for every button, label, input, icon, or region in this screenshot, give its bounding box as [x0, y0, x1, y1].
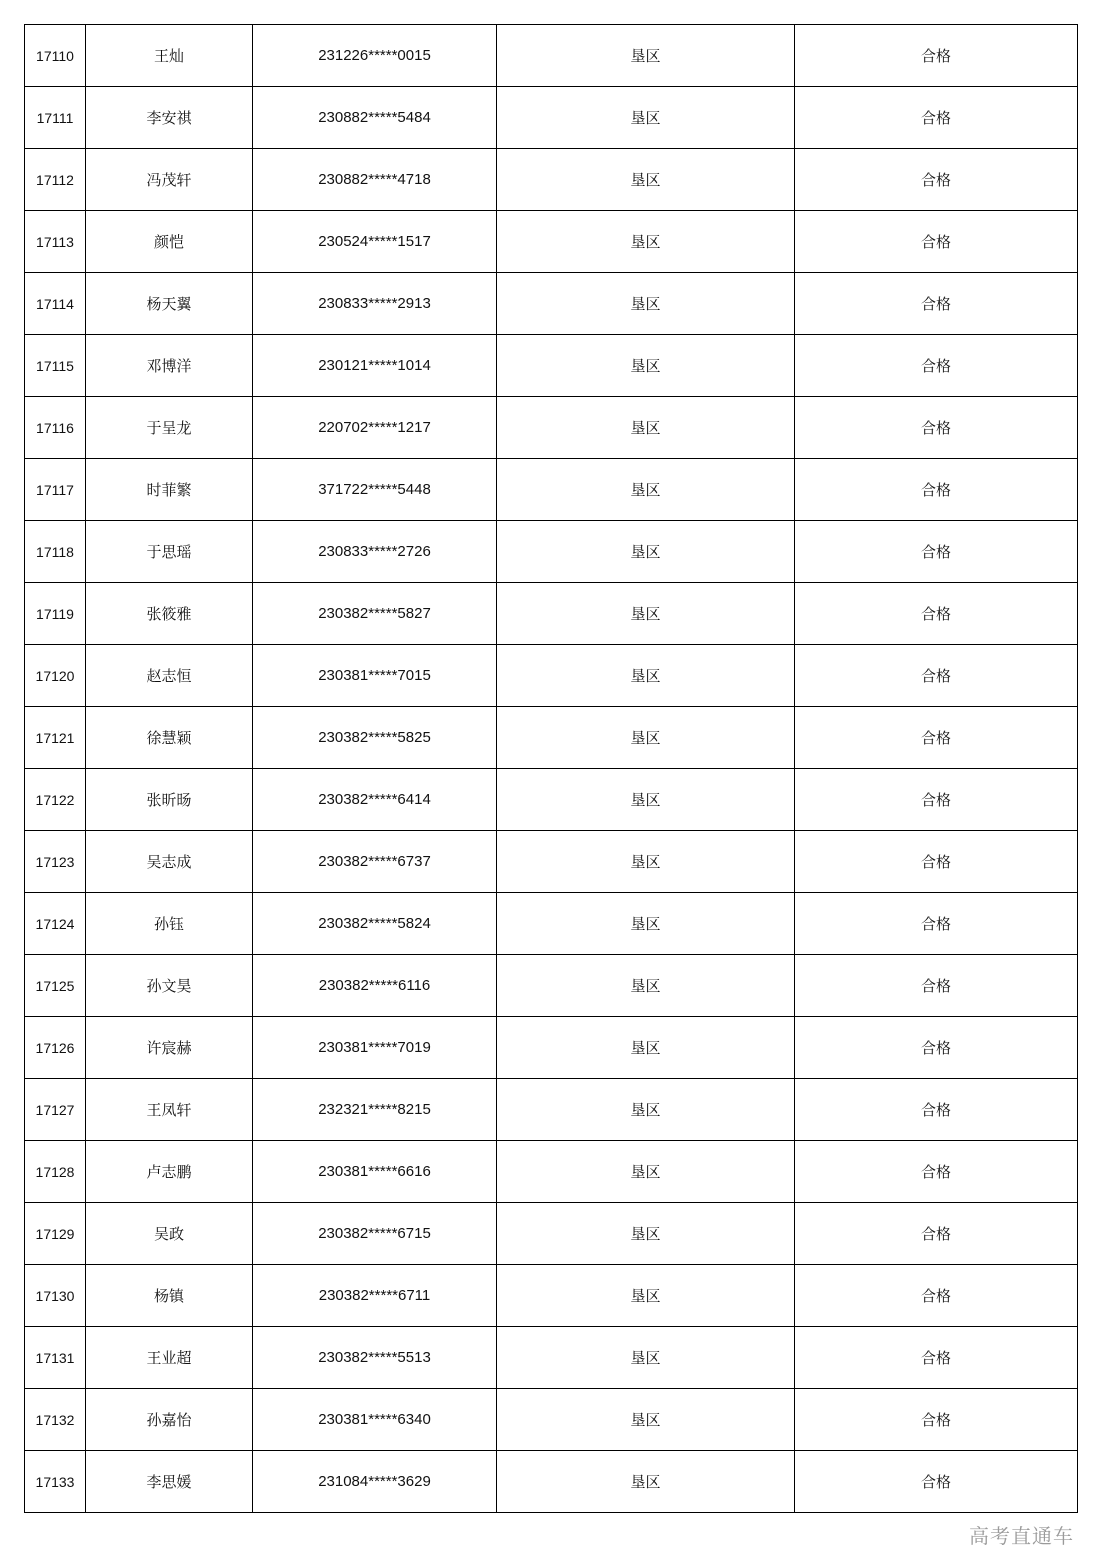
cell-result: 合格 [795, 273, 1078, 335]
table-row [25, 1265, 1078, 1327]
cell-number: 17112 [25, 149, 86, 211]
cell-name: 时菲繁 [86, 459, 253, 521]
table-row [25, 893, 1078, 955]
watermark-text: 高考直通车 [969, 1524, 1074, 1548]
table-row [25, 769, 1078, 831]
cell-id-number: 230382*****6116 [253, 955, 497, 1017]
cell-result: 合格 [795, 955, 1078, 1017]
table-row [25, 335, 1078, 397]
cell-name: 张筱雅 [86, 583, 253, 645]
cell-region: 垦区 [497, 1451, 795, 1513]
cell-id-number: 230381*****6616 [253, 1141, 497, 1203]
table-row [25, 273, 1078, 335]
table-row [25, 1327, 1078, 1389]
cell-id-number: 231084*****3629 [253, 1451, 497, 1513]
table-row [25, 645, 1078, 707]
cell-id-number: 230381*****7015 [253, 645, 497, 707]
cell-region: 垦区 [497, 521, 795, 583]
cell-result: 合格 [795, 1265, 1078, 1327]
cell-name: 王凤轩 [86, 1079, 253, 1141]
cell-number: 17130 [25, 1265, 86, 1327]
cell-id-number: 232321*****8215 [253, 1079, 497, 1141]
table-row [25, 1141, 1078, 1203]
cell-number: 17120 [25, 645, 86, 707]
cell-result: 合格 [795, 521, 1078, 583]
cell-name: 吴志成 [86, 831, 253, 893]
cell-result: 合格 [795, 25, 1078, 87]
cell-result: 合格 [795, 893, 1078, 955]
cell-result: 合格 [795, 769, 1078, 831]
cell-number: 17131 [25, 1327, 86, 1389]
cell-region: 垦区 [497, 1265, 795, 1327]
cell-name: 于呈龙 [86, 397, 253, 459]
cell-name: 卢志鹏 [86, 1141, 253, 1203]
cell-id-number: 231226*****0015 [253, 25, 497, 87]
cell-region: 垦区 [497, 149, 795, 211]
cell-id-number: 230382*****6715 [253, 1203, 497, 1265]
table-row [25, 1017, 1078, 1079]
table-body [25, 25, 1078, 1513]
cell-result: 合格 [795, 1451, 1078, 1513]
cell-result: 合格 [795, 149, 1078, 211]
cell-name: 孙钰 [86, 893, 253, 955]
cell-region: 垦区 [497, 87, 795, 149]
cell-result: 合格 [795, 583, 1078, 645]
cell-number: 17133 [25, 1451, 86, 1513]
cell-region: 垦区 [497, 1327, 795, 1389]
cell-number: 17114 [25, 273, 86, 335]
cell-region: 垦区 [497, 1203, 795, 1265]
cell-region: 垦区 [497, 1389, 795, 1451]
cell-result: 合格 [795, 87, 1078, 149]
cell-number: 17118 [25, 521, 86, 583]
cell-id-number: 230882*****4718 [253, 149, 497, 211]
cell-name: 于思瑶 [86, 521, 253, 583]
cell-region: 垦区 [497, 25, 795, 87]
table-row [25, 707, 1078, 769]
cell-id-number: 230381*****6340 [253, 1389, 497, 1451]
table-row [25, 87, 1078, 149]
table-row [25, 149, 1078, 211]
cell-region: 垦区 [497, 583, 795, 645]
cell-result: 合格 [795, 1389, 1078, 1451]
cell-name: 王业超 [86, 1327, 253, 1389]
cell-id-number: 230381*****7019 [253, 1017, 497, 1079]
cell-name: 孙嘉怡 [86, 1389, 253, 1451]
cell-result: 合格 [795, 335, 1078, 397]
cell-region: 垦区 [497, 1017, 795, 1079]
cell-name: 杨天翼 [86, 273, 253, 335]
cell-name: 李安祺 [86, 87, 253, 149]
cell-number: 17110 [25, 25, 86, 87]
cell-name: 许宸赫 [86, 1017, 253, 1079]
cell-result: 合格 [795, 1327, 1078, 1389]
cell-number: 17129 [25, 1203, 86, 1265]
table-row [25, 1389, 1078, 1451]
cell-region: 垦区 [497, 769, 795, 831]
cell-id-number: 230882*****5484 [253, 87, 497, 149]
cell-number: 17123 [25, 831, 86, 893]
cell-result: 合格 [795, 707, 1078, 769]
cell-result: 合格 [795, 831, 1078, 893]
cell-number: 17122 [25, 769, 86, 831]
cell-number: 17119 [25, 583, 86, 645]
cell-region: 垦区 [497, 273, 795, 335]
cell-name: 王灿 [86, 25, 253, 87]
cell-name: 徐慧颖 [86, 707, 253, 769]
cell-region: 垦区 [497, 335, 795, 397]
cell-region: 垦区 [497, 211, 795, 273]
cell-id-number: 230382*****5827 [253, 583, 497, 645]
cell-name: 张昕旸 [86, 769, 253, 831]
cell-name: 赵志恒 [86, 645, 253, 707]
cell-id-number: 230382*****5825 [253, 707, 497, 769]
cell-id-number: 230382*****6711 [253, 1265, 497, 1327]
cell-id-number: 230524*****1517 [253, 211, 497, 273]
cell-number: 17111 [25, 87, 86, 149]
table-row [25, 1079, 1078, 1141]
cell-result: 合格 [795, 645, 1078, 707]
cell-id-number: 220702*****1217 [253, 397, 497, 459]
cell-result: 合格 [795, 1203, 1078, 1265]
cell-region: 垦区 [497, 459, 795, 521]
table-row [25, 583, 1078, 645]
cell-name: 吴政 [86, 1203, 253, 1265]
cell-name: 杨镇 [86, 1265, 253, 1327]
cell-id-number: 230382*****5824 [253, 893, 497, 955]
cell-id-number: 230121*****1014 [253, 335, 497, 397]
cell-number: 17128 [25, 1141, 86, 1203]
cell-number: 17121 [25, 707, 86, 769]
results-table [24, 24, 1078, 1513]
table-row [25, 1203, 1078, 1265]
cell-number: 17113 [25, 211, 86, 273]
cell-region: 垦区 [497, 397, 795, 459]
table-row [25, 831, 1078, 893]
cell-result: 合格 [795, 397, 1078, 459]
cell-region: 垦区 [497, 1079, 795, 1141]
cell-region: 垦区 [497, 707, 795, 769]
cell-number: 17117 [25, 459, 86, 521]
cell-number: 17126 [25, 1017, 86, 1079]
cell-name: 孙文昊 [86, 955, 253, 1017]
cell-id-number: 230382*****6737 [253, 831, 497, 893]
cell-result: 合格 [795, 1079, 1078, 1141]
table-row [25, 211, 1078, 273]
cell-region: 垦区 [497, 893, 795, 955]
table-row [25, 25, 1078, 87]
cell-number: 17132 [25, 1389, 86, 1451]
table-row [25, 459, 1078, 521]
cell-result: 合格 [795, 1141, 1078, 1203]
cell-result: 合格 [795, 459, 1078, 521]
table-row [25, 955, 1078, 1017]
cell-number: 17125 [25, 955, 86, 1017]
cell-result: 合格 [795, 211, 1078, 273]
cell-name: 邓博洋 [86, 335, 253, 397]
cell-id-number: 230382*****5513 [253, 1327, 497, 1389]
cell-region: 垦区 [497, 831, 795, 893]
cell-number: 17115 [25, 335, 86, 397]
cell-number: 17127 [25, 1079, 86, 1141]
cell-id-number: 230382*****6414 [253, 769, 497, 831]
cell-result: 合格 [795, 1017, 1078, 1079]
cell-name: 颜恺 [86, 211, 253, 273]
cell-number: 17124 [25, 893, 86, 955]
cell-name: 冯茂轩 [86, 149, 253, 211]
cell-id-number: 371722*****5448 [253, 459, 497, 521]
cell-id-number: 230833*****2726 [253, 521, 497, 583]
table-row [25, 397, 1078, 459]
cell-region: 垦区 [497, 645, 795, 707]
cell-id-number: 230833*****2913 [253, 273, 497, 335]
table-row [25, 1451, 1078, 1513]
cell-name: 李思媛 [86, 1451, 253, 1513]
cell-region: 垦区 [497, 955, 795, 1017]
cell-number: 17116 [25, 397, 86, 459]
cell-region: 垦区 [497, 1141, 795, 1203]
table-row [25, 521, 1078, 583]
